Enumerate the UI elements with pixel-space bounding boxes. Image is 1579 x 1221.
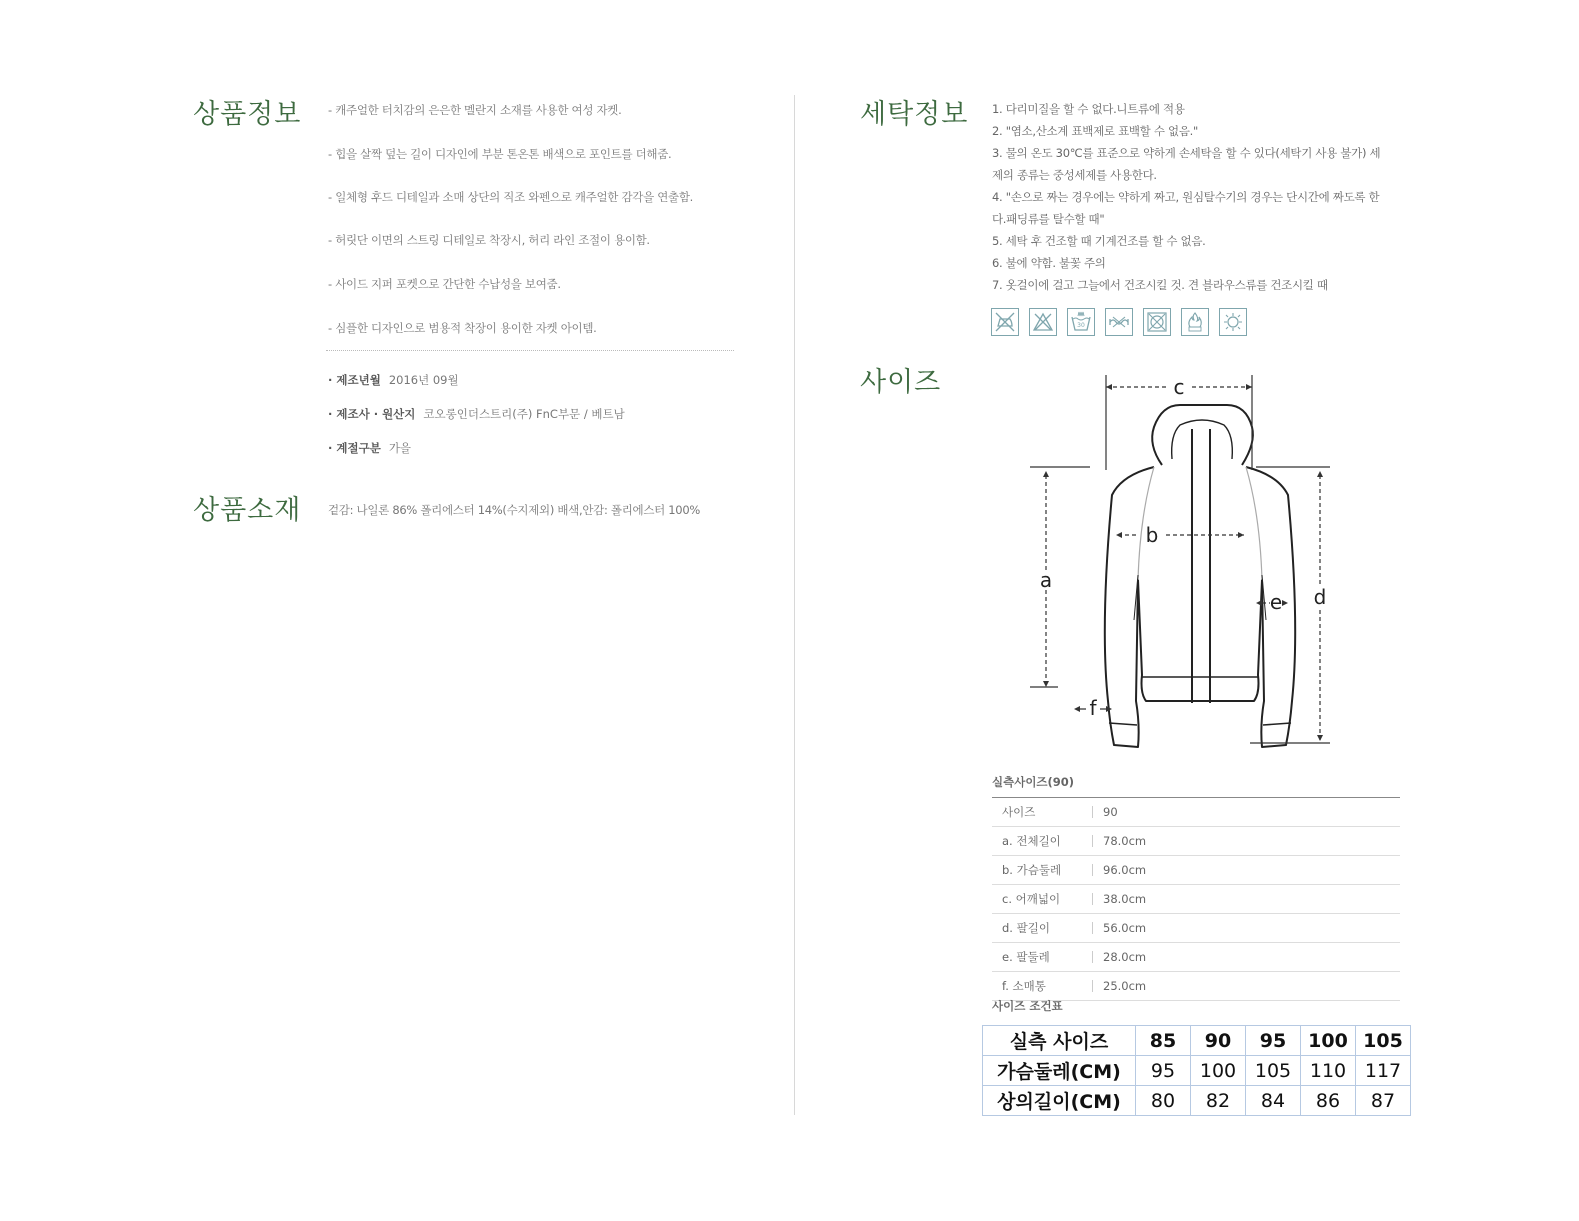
washing-line: 2. "염소,산소계 표백제로 표백할 수 없음."	[992, 124, 1198, 138]
dim-d-arrow-bottom	[1317, 735, 1323, 741]
shade-dry-icon	[1219, 308, 1247, 336]
jacket-right-raglan-seam	[1246, 467, 1262, 580]
product-info-title: 상품정보	[193, 99, 302, 130]
dim-d-arrow-top	[1317, 471, 1323, 477]
meta-value: 가을	[388, 441, 412, 455]
no-wring-icon	[1105, 308, 1133, 336]
table-row	[992, 885, 1400, 914]
dim-label-d: d	[1313, 585, 1327, 609]
dim-label-e: e	[1269, 590, 1283, 614]
dim-label-f: f	[1089, 696, 1097, 720]
washing-line: 3. 물의 온도 30℃를 표준으로 약하게 손세탁을 할 수 있다(세탁기 사용 불가) 세	[992, 146, 1381, 160]
jacket-placket	[1192, 429, 1210, 703]
column-divider	[794, 95, 795, 1115]
jacket-hood-lining	[1172, 420, 1233, 459]
meta-manufacture-date	[328, 372, 459, 388]
table-cell: 90	[1191, 1026, 1246, 1056]
meta-label: · 계절구분	[328, 441, 381, 455]
no-iron-icon	[991, 308, 1019, 336]
table-cell: 117	[1356, 1056, 1411, 1086]
dim-e-arrow-right	[1282, 600, 1288, 606]
product-info-line: - 일체형 후드 디테일과 소매 상단의 직조 와펜으로 캐주얼한 감각을 연출함.	[328, 190, 694, 204]
washing-title: 세탁정보	[860, 99, 969, 130]
dim-a-arrow-bottom	[1043, 681, 1049, 687]
table-cell: 95	[1136, 1056, 1191, 1086]
table-cell: 상의길이(CM)	[983, 1086, 1136, 1116]
jacket-right-cuff	[1263, 723, 1291, 725]
table-cell: 105	[1356, 1026, 1411, 1056]
table-row	[992, 827, 1400, 856]
dim-label-c: c	[1173, 375, 1185, 399]
dim-ticks	[1030, 375, 1330, 743]
table-cell: 105	[1246, 1056, 1301, 1086]
product-info-line: - 허릿단 이면의 스트링 디테일로 착장시, 허리 라인 조절이 용이함.	[328, 233, 650, 247]
dim-f-arrow-left	[1074, 706, 1080, 712]
meta-label: · 제조사 · 원산지	[328, 407, 416, 421]
row-key: c. 어깨넓이	[1002, 892, 1061, 906]
table-cell: 82	[1191, 1086, 1246, 1116]
table-cell: 85	[1136, 1026, 1191, 1056]
washing-line: 5. 세탁 후 건조할 때 기계건조를 할 수 없음.	[992, 234, 1206, 248]
table-row	[983, 1026, 1411, 1056]
dim-a-arrow-top	[1043, 471, 1049, 477]
table-cell: 가슴둘레(CM)	[983, 1056, 1136, 1086]
dim-label-a: a	[1039, 568, 1053, 592]
row-value: 56.0cm	[1092, 922, 1146, 934]
washing-line: 제의 종류는 중성세제를 사용한다.	[992, 168, 1157, 182]
no-tumble-dry-icon	[1143, 308, 1171, 336]
table-row	[992, 943, 1400, 972]
svg-text:30: 30	[1077, 322, 1085, 329]
table-cell: 84	[1246, 1086, 1301, 1116]
table-row	[983, 1086, 1411, 1116]
size-title: 사이즈	[860, 367, 942, 398]
dim-c-arrow-left	[1106, 384, 1112, 390]
meta-label: · 제조년월	[328, 373, 381, 387]
material-text: 겉감: 나일론 86% 폴리에스터 14%(수지제외) 배색,안감: 폴리에스터 100%	[328, 503, 700, 517]
row-value: 28.0cm	[1092, 951, 1146, 963]
row-key: f. 소매통	[1002, 979, 1046, 993]
jacket-measurement-diagram	[1030, 375, 1370, 767]
row-value: 25.0cm	[1092, 980, 1146, 992]
product-info-line: - 캐주얼한 터치감의 은은한 멜란지 소재를 사용한 여성 자켓.	[328, 103, 622, 117]
measured-size-table	[992, 797, 1400, 1001]
dim-b-arrow-right	[1238, 532, 1244, 538]
measured-size-title: 실측사이즈(90)	[992, 775, 1075, 789]
row-key: a. 전체길이	[1002, 834, 1061, 848]
jacket-left-cuff	[1109, 723, 1137, 725]
care-icons	[991, 308, 1247, 336]
dotted-divider	[326, 350, 734, 351]
table-cell: 110	[1301, 1056, 1356, 1086]
hand-wash-30-icon	[1067, 308, 1095, 336]
meta-manufacturer-origin	[328, 406, 625, 422]
table-row	[992, 972, 1400, 1001]
washing-line: 7. 옷걸이에 걸고 그늘에서 건조시킬 것. 견 블라우스류를 건조시킬 때	[992, 278, 1328, 292]
row-key: 사이즈	[1002, 805, 1036, 819]
table-cell: 100	[1301, 1026, 1356, 1056]
product-info-line: - 심플한 디자인으로 범용적 착장이 용이한 자켓 아이템.	[328, 321, 597, 335]
washing-line: 다.패딩류를 탈수할 때"	[992, 212, 1105, 226]
row-value: 96.0cm	[1092, 864, 1146, 876]
dim-b-arrow-left	[1116, 532, 1122, 538]
table-cell: 실측 사이즈	[983, 1026, 1136, 1056]
table-cell: 87	[1356, 1086, 1411, 1116]
meta-season	[328, 440, 411, 456]
table-cell: 86	[1301, 1086, 1356, 1116]
jacket-body	[1105, 467, 1295, 747]
table-cell: 80	[1136, 1086, 1191, 1116]
meta-value: 코오롱인더스트리(주) FnC부문 / 베트남	[423, 407, 625, 421]
row-value: 38.0cm	[1092, 893, 1146, 905]
table-row	[992, 798, 1400, 827]
row-value: 90	[1092, 806, 1118, 818]
table-cell: 95	[1246, 1026, 1301, 1056]
row-key: d. 팔길이	[1002, 921, 1050, 935]
size-condition-table	[982, 1025, 1411, 1116]
washing-line: 1. 다리미질을 할 수 없다.니트류에 적용	[992, 102, 1185, 116]
dim-e-arrow-left	[1256, 600, 1262, 606]
jacket-hood	[1152, 405, 1253, 465]
product-info-line: - 힙을 살짝 덮는 길이 디자인에 부분 톤온톤 배색으로 포인트를 더해줌.	[328, 147, 672, 161]
dim-c-arrow-right	[1246, 384, 1252, 390]
no-bleach-icon	[1029, 308, 1057, 336]
material-title: 상품소재	[193, 495, 302, 526]
table-row	[992, 914, 1400, 943]
row-key: e. 팔둘레	[1002, 950, 1050, 964]
flammable-icon	[1181, 308, 1209, 336]
meta-value: 2016년 09월	[388, 373, 459, 387]
dim-label-b: b	[1145, 523, 1159, 547]
table-cell: 100	[1191, 1056, 1246, 1086]
table-row	[992, 856, 1400, 885]
row-key: b. 가슴둘레	[1002, 863, 1062, 877]
table-row	[983, 1056, 1411, 1086]
washing-line: 6. 불에 약함. 불꽃 주의	[992, 256, 1106, 270]
row-value: 78.0cm	[1092, 835, 1146, 847]
size-condition-title: 사이즈 조건표	[992, 999, 1063, 1013]
product-info-line: - 사이드 지퍼 포켓으로 간단한 수납성을 보여줌.	[328, 277, 561, 291]
washing-line: 4. "손으로 짜는 경우에는 약하게 짜고, 원심탈수기의 경우는 단시간에 짜도록 한	[992, 190, 1380, 204]
